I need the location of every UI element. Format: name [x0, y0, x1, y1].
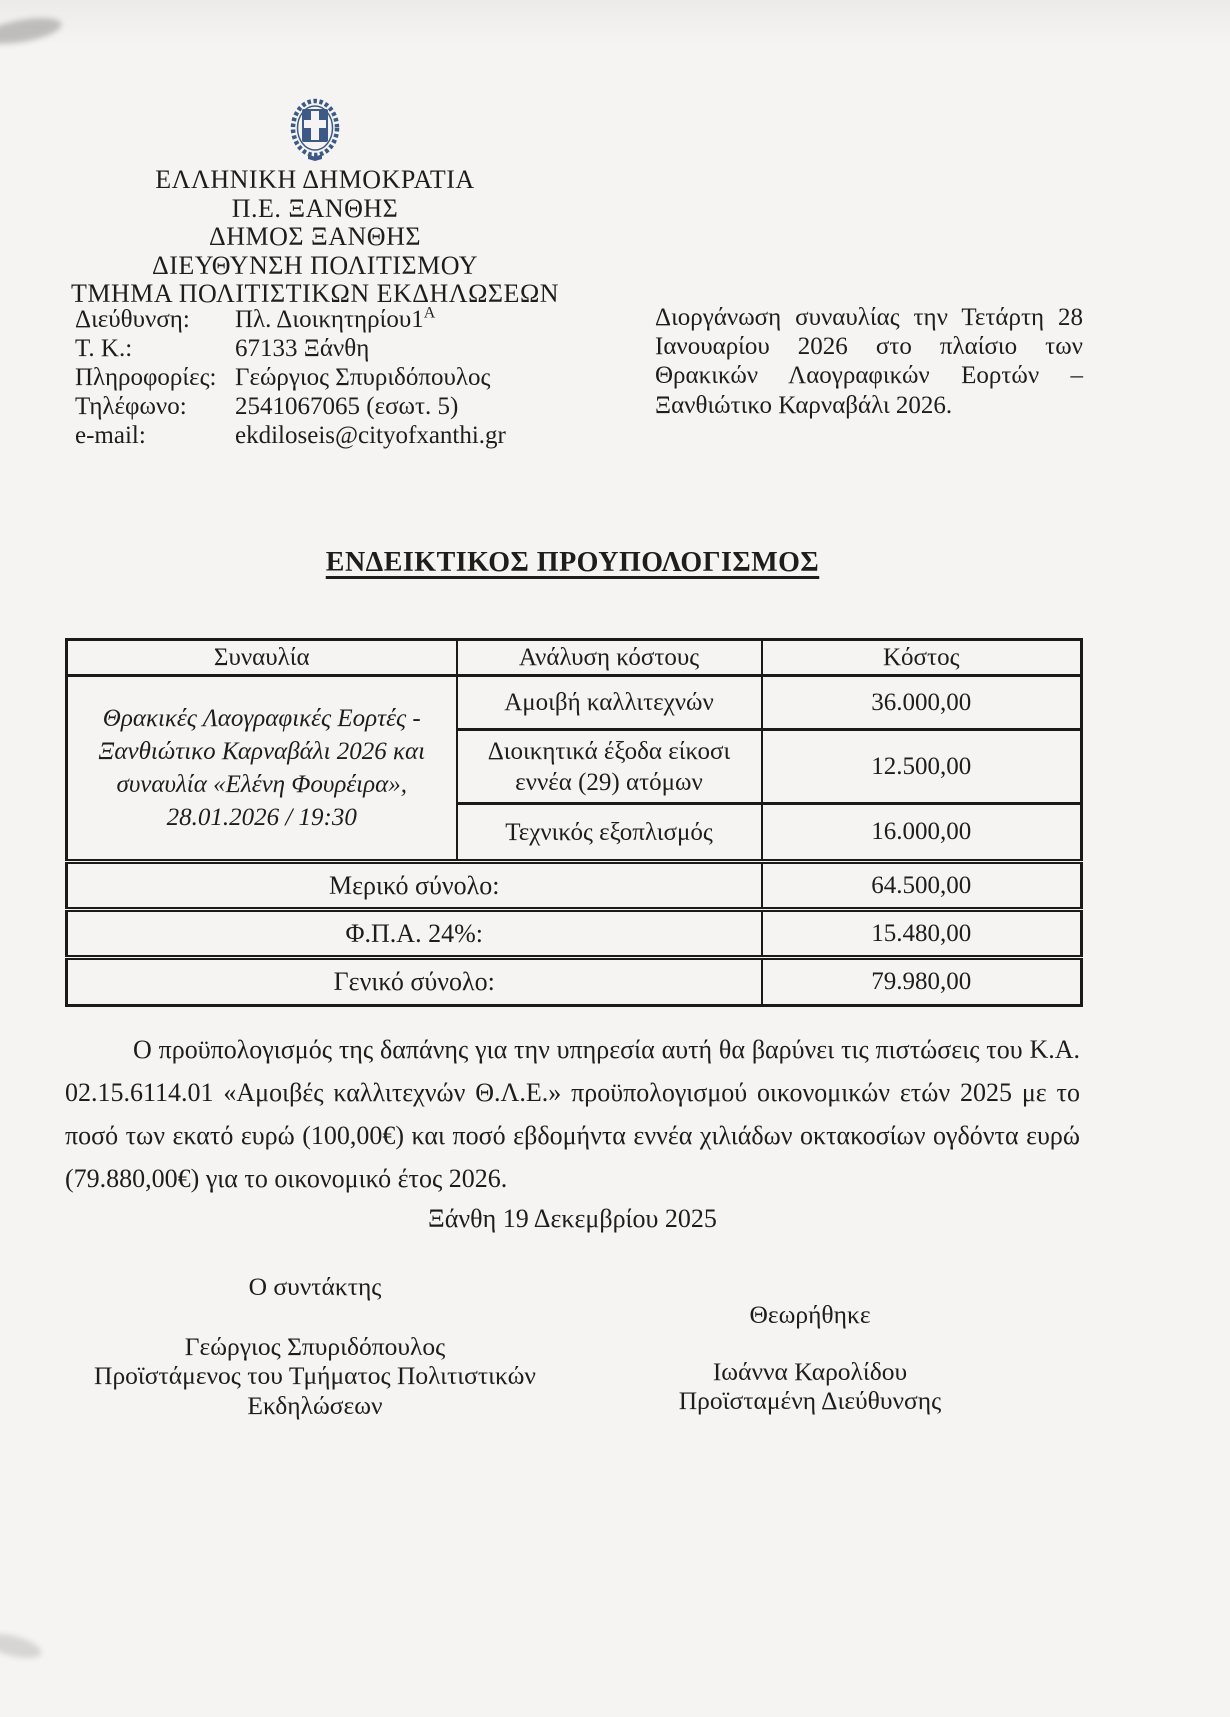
document-title: ΕΝΔΕΙΚΤΙΚΟΣ ΠΡΟΥΠΟΛΟΓΙΣΜΟΣ	[325, 547, 820, 578]
contact-row-address	[75, 305, 595, 334]
vat-value: 15.480,00	[762, 910, 1082, 958]
cost-item-cell: Διοικητικά έξοδα είκοσι εννέα (29) ατόμων	[457, 730, 762, 804]
table-header-row	[67, 640, 1082, 676]
contact-value: Πλ. $\Delta\iota o\iota\kappa\eta\tau\eta\rho ίo\upsilon 1^A$	[235, 304, 436, 333]
signature-name: Γεώργιος Σπυριδόπουλος	[184, 1331, 446, 1361]
grand-total-label: Γενικό σύνολο:	[67, 958, 762, 1006]
signature-block-approver	[640, 1300, 980, 1416]
signature-title: Προϊσταμένη Διεύθυνσης	[678, 1386, 942, 1415]
cost-value-cell: 36.000,00	[762, 676, 1082, 730]
org-line-regional-unit: Π.Ε. ΞΑΝΘΗΣ	[231, 193, 399, 223]
contact-label: Τ. Κ.:	[75, 335, 133, 362]
contact-email-value: ekdiloseis@cityofxanthi.gr	[235, 422, 506, 449]
org-line-department: ΤΜΗΜΑ ΠΟΛΙΤΙΣΤΙΚΩΝ ΕΚΔΗΛΩΣΕΩΝ	[70, 279, 560, 308]
scan-artifact-top-left	[0, 13, 63, 49]
contact-value: Γεώργιος Σπυριδόπουλος	[235, 364, 491, 391]
org-line-municipality: ΔΗΜΟΣ ΞΑΝΘΗΣ	[209, 222, 421, 251]
budget-commitment-paragraph: Ο προϋπολογισμός της δαπάνης για την υπηρεσία αυτή θα βαρύνει τις πιστώσεις του Κ.Α. 02.15.6114.01 «Αμοιβές καλλιτεχνών Θ.Λ.Ε.» προϋπολογισμού οικονομικών ετών 2025 με το ποσό των εκατό ευρώ (100,00€) και ποσό εβδομήντα εννέα χιλιάδων οκτακοσίων ογδόντα ευρώ (79.880,00€) για το οικονομικό έτος 2026.	[65, 1035, 1080, 1193]
cost-value-cell: 16.000,00	[762, 804, 1082, 862]
signature-role: Θεωρήθηκε	[749, 1300, 871, 1329]
contact-row-phone	[75, 392, 595, 421]
concert-description-cell: Θρακικές Λαογραφικές Εορτές - Ξανθιώτικο Καρναβάλι 2026 και συναυλία «Ελένη Φουρέιρα», 28.01.2026 / 19:30	[67, 676, 457, 862]
subject-paragraph: Διοργάνωση συναυλίας την Τετάρτη 28 Ιανουαρίου 2026 στο πλαίσιο των Θρακικών Λαογραφικών Εορτών – Ξανθιώτικο Καρναβάλι 2026.	[655, 304, 1083, 419]
contact-value: 67133 Ξάνθη	[235, 335, 370, 362]
contact-value: 2541067065 (εσωτ. 5)	[235, 393, 459, 420]
contact-row-information	[75, 363, 595, 392]
scan-artifact-bottom-left	[0, 1629, 44, 1662]
signature-block-author	[80, 1272, 550, 1420]
grand-total-value: 79.980,00	[762, 958, 1082, 1006]
contact-label: Τηλέφωνο:	[75, 393, 187, 420]
vat-row	[67, 910, 1082, 958]
contact-label: Πληροφορίες:	[75, 364, 217, 391]
cost-value-cell: 12.500,00	[762, 730, 1082, 804]
date-line: Ξάνθη 19 Δεκεμβρίου 2025	[428, 1204, 717, 1233]
org-header	[65, 96, 565, 309]
contact-block	[75, 305, 595, 450]
signature-name: Ιωάννα Καρολίδου	[712, 1356, 908, 1386]
cost-item-cell: Τεχνικός εξοπλισμός	[457, 804, 762, 862]
column-header-cost: Κόστος	[762, 640, 1082, 676]
column-header-cost-analysis: Ανάλυση κόστους	[457, 640, 762, 676]
grand-total-row	[67, 958, 1082, 1006]
subtotal-row	[67, 862, 1082, 910]
contact-label: Διεύθυνση:	[75, 306, 190, 333]
greek-coat-of-arms-icon	[288, 96, 342, 162]
signature-title: Προϊστάμενος του Τμήματος Πολιτιστικών Εκδηλώσεων	[94, 1361, 536, 1420]
org-line-country: ΕΛΛΗΝΙΚΗ ΔΗΜΟΚΡΑΤΙΑ	[155, 165, 475, 194]
contact-label: e-mail:	[75, 422, 146, 449]
subtotal-label: Μερικό σύνολο:	[67, 862, 762, 910]
contact-row-email	[75, 421, 595, 450]
vat-label: Φ.Π.Α. 24%:	[67, 910, 762, 958]
cost-item-cell: Αμοιβή καλλιτεχνών	[457, 676, 762, 730]
table-row	[67, 676, 1082, 730]
org-line-directorate: ΔΙΕΥΘΥΝΣΗ ΠΟΛΙΤΙΣΜΟΥ	[151, 250, 479, 280]
subtotal-value: 64.500,00	[762, 862, 1082, 910]
signature-role: Ο συντάκτης	[248, 1272, 382, 1301]
contact-row-postal-code	[75, 334, 595, 363]
column-header-concert: Συναυλία	[67, 640, 457, 676]
budget-table	[65, 638, 1083, 1007]
